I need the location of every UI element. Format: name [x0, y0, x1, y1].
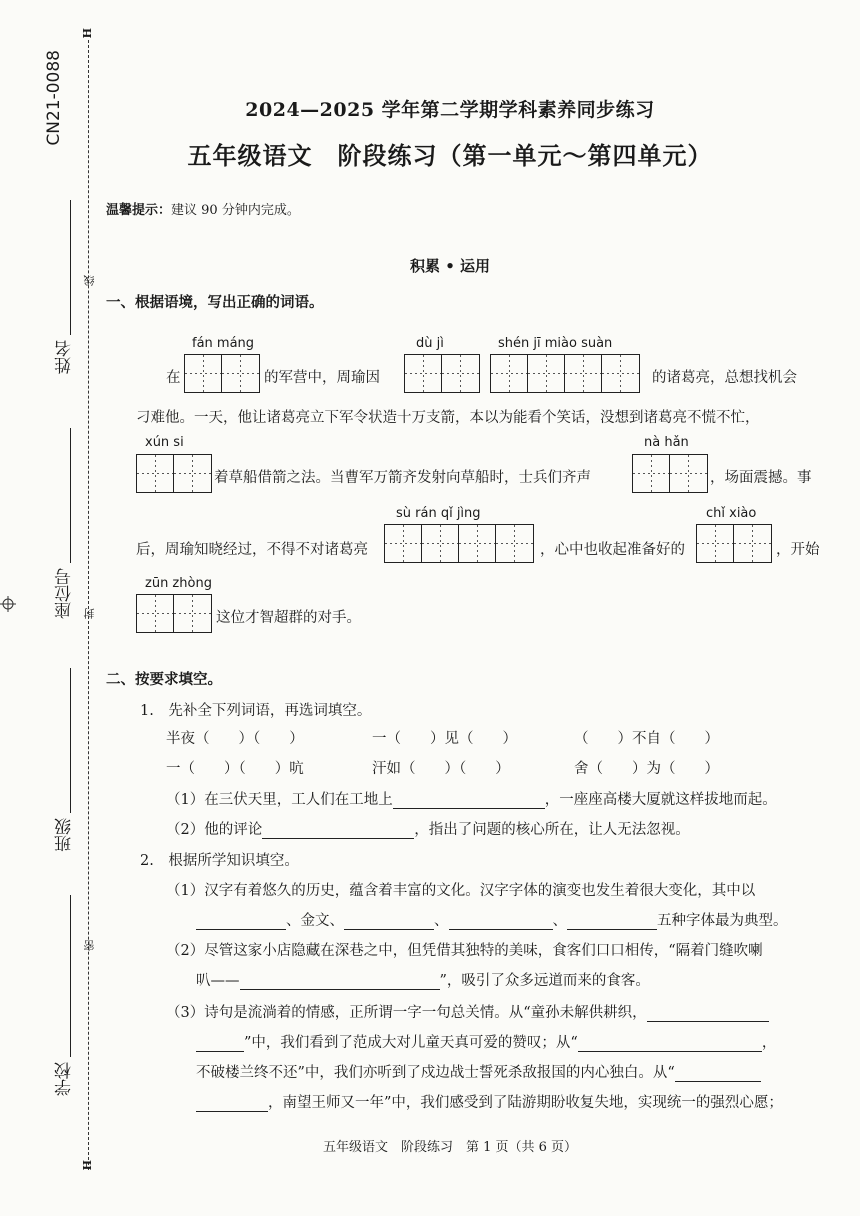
poem-blank-1-cont[interactable]: [196, 1035, 244, 1052]
q2-sub1: 1. 先补全下列词语，再选词填空。: [140, 703, 372, 719]
registration-mark: [0, 596, 16, 612]
fill-2: [166, 818, 690, 839]
q1-text-4b: ，心中也收起准备好的: [540, 542, 685, 558]
name-label: 姓名: [55, 340, 75, 374]
fill-1-blank[interactable]: [393, 792, 545, 809]
exam-title: 2024—2025 学年第二学期学科素养同步练习: [245, 99, 655, 121]
xiehouyu-blank[interactable]: [240, 973, 440, 990]
school-field[interactable]: [70, 895, 71, 1057]
fill-1-text-b: ，一座座高楼大厦就这样拔地而起。: [544, 792, 777, 808]
word-1[interactable]: 半夜（ ）（ ）: [166, 731, 304, 747]
seal-line-feng: 封: [83, 608, 96, 619]
knowledge-1a: （1）汉字有着悠久的历史，蕴含着丰富的文化。汉字字体的演变也发生着很大变化，其中以: [166, 883, 756, 899]
knowledge-2c-text: ”，吸引了众多远道而来的食客。: [439, 973, 650, 989]
poem-blank-2[interactable]: [578, 1035, 762, 1052]
pinyin-1: fán máng: [192, 336, 255, 351]
binding-cut-line: [88, 40, 89, 1170]
knowledge-3d: [196, 1061, 761, 1082]
fill-2-text-a: （2）他的评论: [166, 822, 263, 838]
pinyin-4: xún si: [145, 435, 184, 450]
q1-text-5: 这位才智超群的对手。: [216, 610, 361, 626]
answer-boxes-7[interactable]: [696, 524, 772, 563]
answer-boxes-4[interactable]: [136, 454, 212, 493]
pinyin-3: shén jī miào suàn: [498, 336, 613, 351]
exam-subtitle: 五年级语文 阶段练习（第一单元～第四单元）: [187, 141, 713, 170]
page-footer: 五年级语文 阶段练习 第 1 页（共 6 页）: [322, 1140, 578, 1155]
knowledge-1d-text: 、: [552, 913, 567, 929]
paper-code: CN21-0088: [44, 50, 64, 146]
knowledge-3a: [166, 1001, 769, 1022]
class-field[interactable]: [70, 668, 71, 813]
word-5[interactable]: 汗如（ ）（ ）: [372, 761, 510, 777]
answer-boxes-5[interactable]: [632, 454, 708, 493]
knowledge-3e-text: ，南望王师又一年”中，我们感受到了陆游期盼收复失地，实现统一的强烈心愿；: [268, 1095, 783, 1111]
script-blank-2[interactable]: [344, 913, 434, 930]
class-label: 班级: [55, 818, 75, 852]
pinyin-5: nà hǎn: [644, 435, 689, 450]
q1-text-4c: ，开始: [776, 542, 820, 558]
tip-text: 建议 90 分钟内完成。: [171, 203, 300, 218]
pinyin-8: zūn zhòng: [145, 576, 212, 591]
knowledge-3a-text: （3）诗句是流淌着的情感，正所谓一字一句总关情。从“童孙未解供耕织，: [166, 1005, 647, 1021]
poem-blank-3-cont[interactable]: [196, 1095, 268, 1112]
word-2[interactable]: 一（ ）见（ ）: [372, 731, 517, 747]
tip-label: 温馨提示：: [106, 203, 172, 218]
knowledge-2b: [196, 969, 650, 990]
pinyin-6: sù rán qǐ jìng: [396, 506, 481, 521]
script-blank-3[interactable]: [449, 913, 553, 930]
answer-boxes-2[interactable]: [404, 354, 480, 393]
q1-text-2: 刁难他。一天，他让诸葛亮立下军令状造十万支箭，本以为能看个笑话，没想到诸葛亮不慌不忙，: [136, 410, 760, 426]
poem-blank-1[interactable]: [647, 1005, 769, 1022]
pinyin-2: dù jì: [416, 336, 444, 351]
knowledge-2b-text: 叭——: [196, 973, 240, 989]
knowledge-3d-text: 不破楼兰终不还”中，我们亦听到了戍边战士誓死杀敌报国的内心独白。从“: [196, 1065, 675, 1081]
poem-blank-3[interactable]: [675, 1065, 761, 1082]
h-mark-bottom: H: [81, 1160, 94, 1171]
q1-text-1a: 在: [166, 370, 181, 386]
section-title: 积累 • 运用: [409, 257, 491, 275]
script-blank-1[interactable]: [196, 913, 286, 930]
script-blank-4[interactable]: [567, 913, 657, 930]
seal-line-mi: 密: [83, 940, 96, 951]
h-mark-top: H: [81, 28, 94, 39]
word-3[interactable]: （ ）不自（ ）: [574, 731, 719, 747]
q2-heading: 二、按要求填空。: [106, 671, 222, 688]
fill-1: [166, 788, 777, 809]
pinyin-7: chǐ xiào: [706, 506, 757, 521]
word-4[interactable]: 一（ ）（ ）吭: [166, 761, 304, 777]
answer-boxes-6[interactable]: [384, 524, 534, 563]
knowledge-2a: （2）尽管这家小店隐藏在深巷之中，但凭借其独特的美味，食客们口口相传，“隔着门缝吹喇: [166, 943, 763, 959]
q2-sub2: 2. 根据所学知识填空。: [140, 853, 299, 869]
q1-text-3b: ，场面震撼。事: [710, 470, 812, 486]
knowledge-3b: [196, 1031, 776, 1052]
tip: [106, 199, 300, 218]
fill-2-blank[interactable]: [262, 822, 414, 839]
fill-1-text-a: （1）在三伏天里，工人们在工地上: [166, 792, 393, 808]
q1-text-4a: 后，周瑜知晓经过，不得不对诸葛亮: [136, 542, 368, 558]
answer-boxes-1[interactable]: [184, 354, 260, 393]
knowledge-1e-text: 五种字体最为典型。: [657, 913, 788, 929]
q1-text-1c: 的诸葛亮，总想找机会: [652, 370, 797, 386]
fill-2-text-b: ，指出了问题的核心所在，让人无法忽视。: [414, 822, 690, 838]
answer-boxes-3[interactable]: [490, 354, 640, 393]
word-6[interactable]: 舍（ ）为（ ）: [574, 761, 719, 777]
seat-label: 座位号: [55, 568, 75, 619]
knowledge-3e: [196, 1091, 783, 1112]
knowledge-1b-text: 、金文、: [286, 913, 344, 929]
q1-text-1b: 的军营中，周瑜因: [264, 370, 380, 386]
answer-boxes-8[interactable]: [136, 594, 212, 633]
q1-heading: 一、根据语境，写出正确的词语。: [106, 294, 324, 311]
knowledge-3c-text: ，: [761, 1035, 777, 1051]
knowledge-3b-text: ”中，我们看到了范成大对儿童天真可爱的赞叹；从“: [244, 1035, 578, 1051]
knowledge-1b: [196, 909, 788, 930]
seal-line-xian: 线: [83, 275, 96, 286]
school-label: 学校: [55, 1062, 75, 1096]
knowledge-1c-text: 、: [434, 913, 449, 929]
q1-text-3a: 着草船借箭之法。当曹军万箭齐发射向草船时，士兵们齐声: [214, 470, 591, 486]
seat-field[interactable]: [70, 428, 71, 563]
